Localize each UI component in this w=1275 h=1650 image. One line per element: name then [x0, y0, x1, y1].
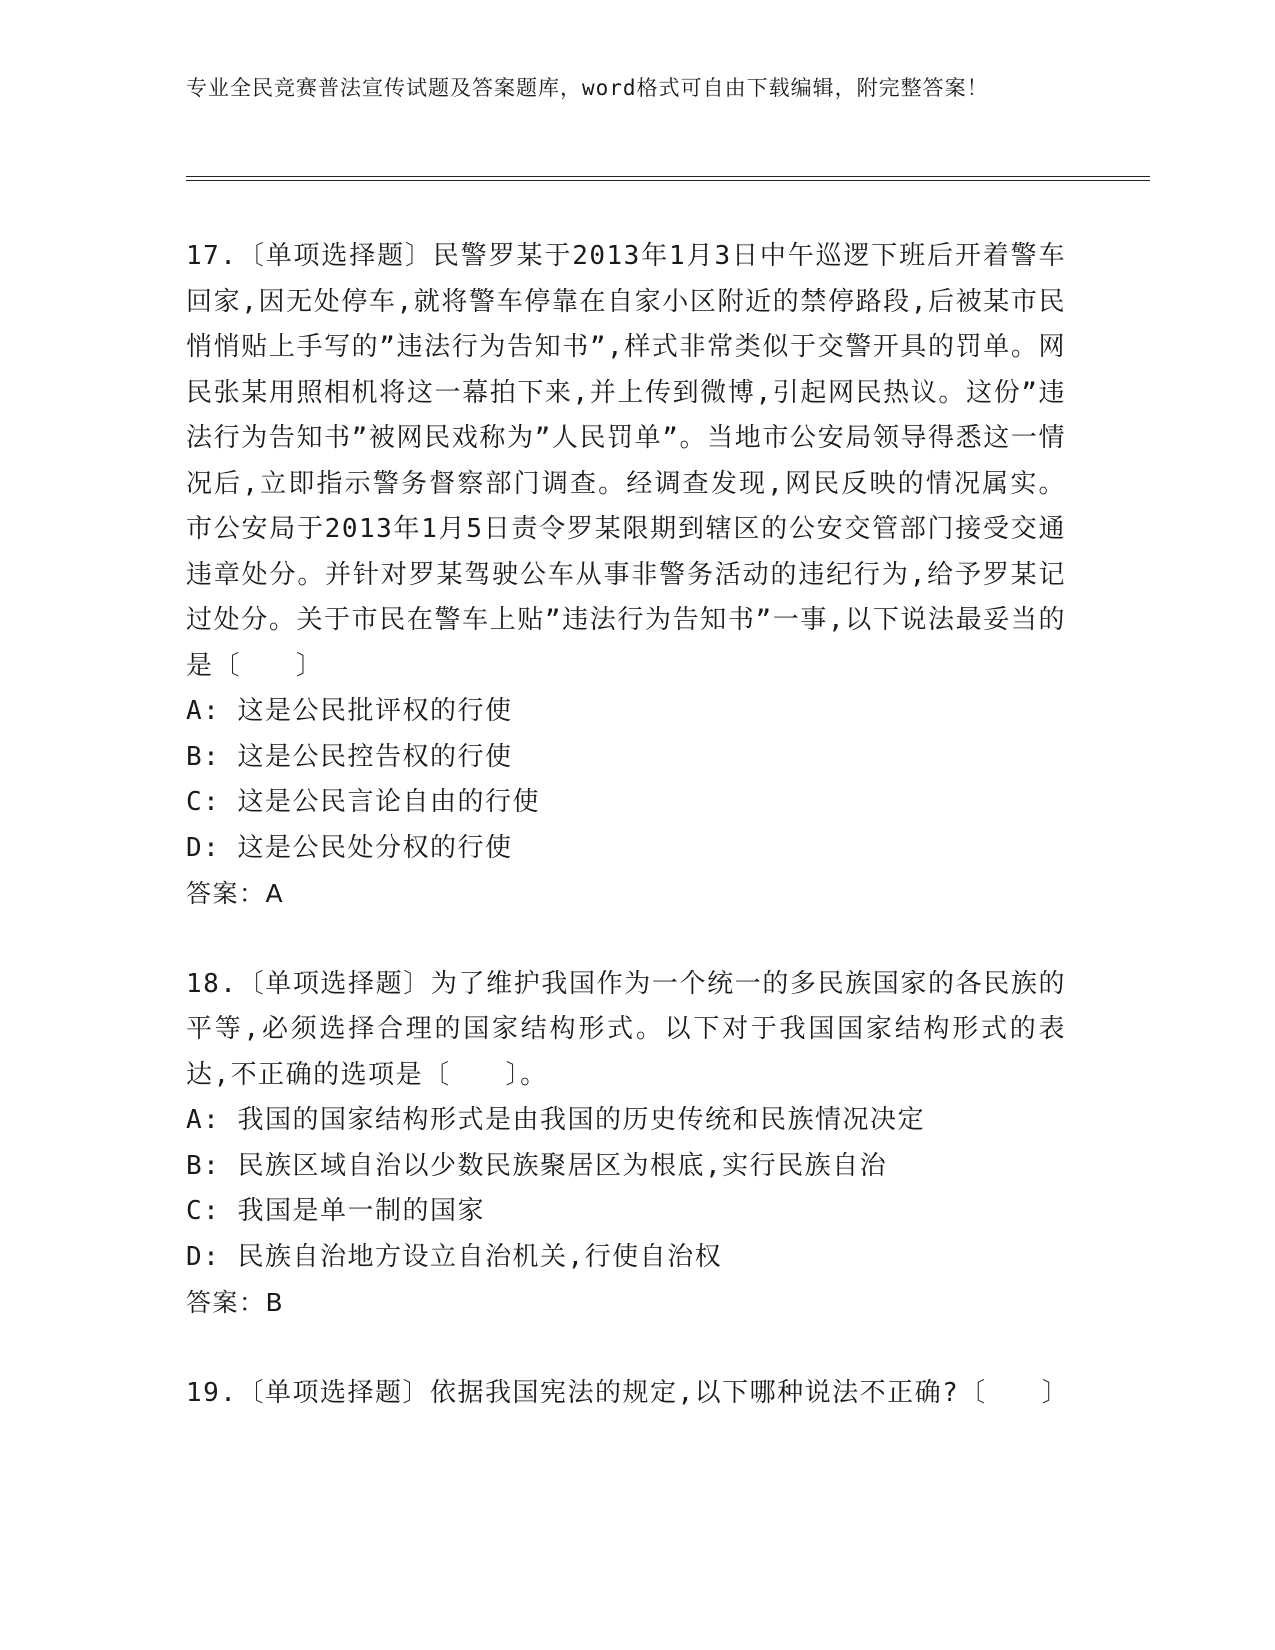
question-17 — [186, 234, 1066, 917]
option-c: C: 我国是单一制的国家 — [186, 1196, 485, 1226]
header-divider — [186, 176, 1150, 181]
option-a: A: 这是公民批评权的行使 — [186, 696, 513, 726]
option-b: B: 民族区域自治以少数民族聚居区为根底,实行民族自治 — [186, 1150, 888, 1181]
answer-line: 答案：B — [186, 1288, 285, 1317]
option-b: B: 这是公民控告权的行使 — [186, 741, 513, 772]
question-18 — [186, 962, 1066, 1326]
option-d: D: 民族自治地方设立自治机关,行使自治权 — [186, 1241, 723, 1272]
page-header: 专业全民竞赛普法宣传试题及答案题库，word格式可自由下载编辑，附完整答案！ — [186, 76, 989, 100]
question-stem: 17.〔单项选择题〕民警罗某于2013年1月3日中午巡逻下班后开着警车回家,因无处停车,就将警车停靠在自家小区附近的禁停路段,后被某市民悄悄贴上手写的”违法行为告知书”,样式非常类似于交警开具的罚单。网民张某用照相机将这一幕拍下来,并上传到微博,引起网民热议。这份”违法行为告知书”被网民戏称为”人民罚单”。当地市公安局领导得悉这一情况后,立即指示警务督察部门调查。经调查发现,网民反映的情况属实。市公安局于2013年1月5日责令罗某限期到辖区的公安交管部门接受交通违章处分。并针对罗某驾驶公车从事非警务活动的违纪行为,给予罗某记过处分。关于市民在警车上贴”违法行为告知书”一事,以下说法最妥当的是〔 〕 — [186, 241, 1066, 681]
option-c: C: 这是公民言论自由的行使 — [186, 787, 540, 817]
question-list — [186, 234, 1070, 1461]
question-stem: 19.〔单项选择题〕依据我国宪法的规定,以下哪种说法不正确?〔 〕 — [186, 1377, 1070, 1408]
question-19 — [186, 1371, 1070, 1417]
question-stem: 18.〔单项选择题〕为了维护我国作为一个统一的多民族国家的各民族的平等,必须选择合理的国家结构形式。以下对于我国国家结构形式的表达,不正确的选项是〔 〕。 — [186, 968, 1066, 1090]
option-d: D: 这是公民处分权的行使 — [186, 832, 513, 863]
option-a: A: 我国的国家结构形式是由我国的历史传统和民族情况决定 — [186, 1105, 925, 1135]
answer-line: 答案：A — [186, 879, 285, 908]
